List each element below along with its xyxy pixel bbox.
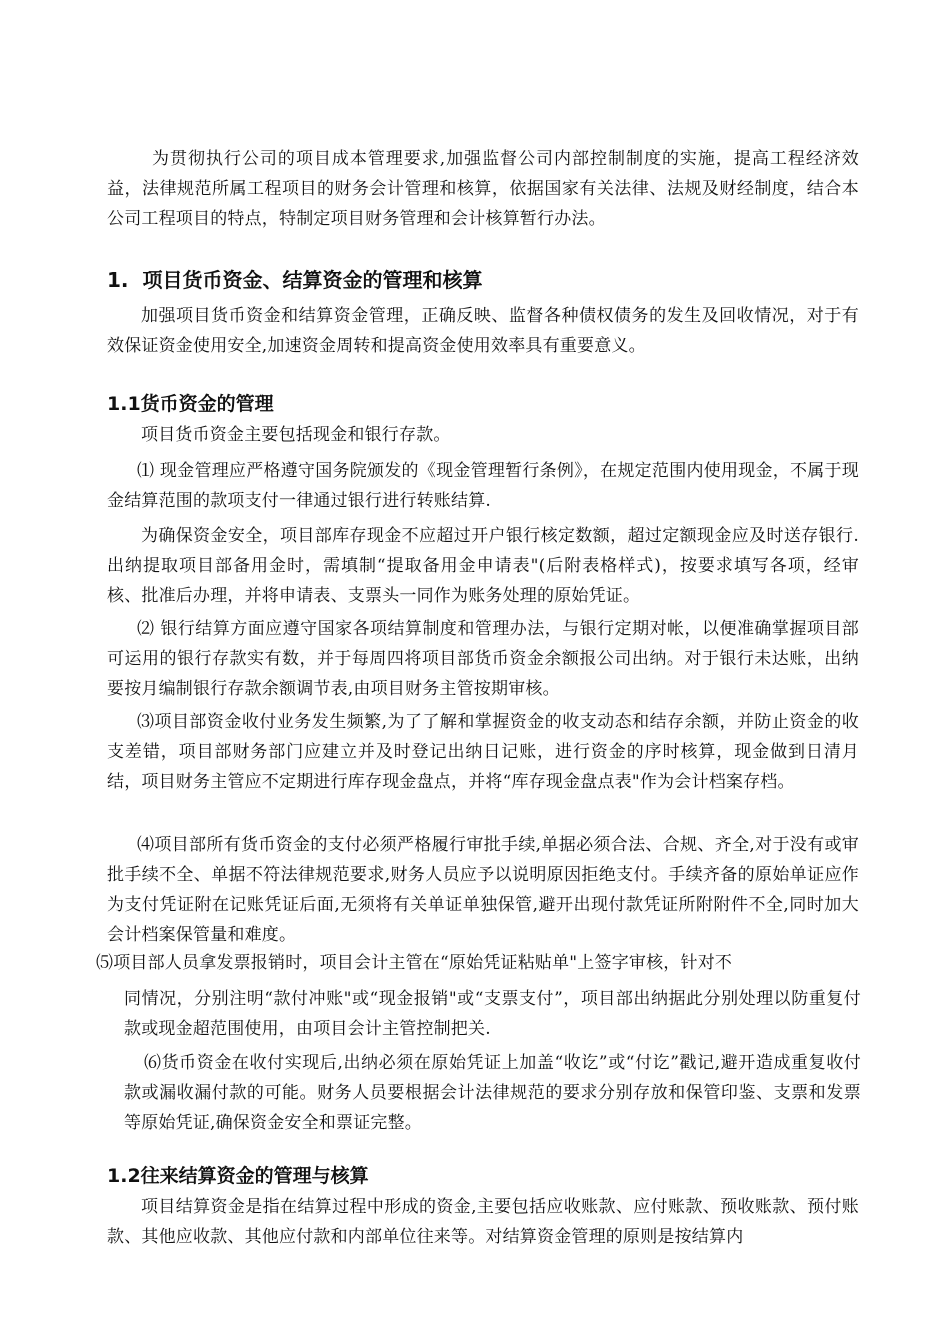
item-5-first-line: ⑸项目部人员拿发票报销时，项目会计主管在“原始凭证粘贴单"上签字审核，针对不 xyxy=(96,953,733,973)
item-6-paragraph: ⑹货币资金在收付实现后,出纳必须在原始凭证上加盖“收讫”或“付讫”戳记,避开造成重复收付款或漏收漏付款的可能。财务人员要根据会计法律规范的要求分别存放和保管印鉴、支票和发票等原始凭证,确保资金安全和票证完整。 xyxy=(124,1053,861,1133)
item-2-paragraph: ⑵ 银行结算方面应遵守国家各项结算制度和管理办法，与银行定期对帐，以便准确掌握项目部可运用的银行存款实有数，并于每周四将项目部货币资金余额报公司出纳。对于银行未达账，出纳要按月编制银行存款余额调节表,由项目财务主管按期审核。 xyxy=(107,619,859,699)
item-1-continued-paragraph: 为确保资金安全，项目部库存现金不应超过开户银行核定数额，超过定额现金应及时送存银行.出纳提取项目部备用金时，需填制“提取备用金申请表"(后附表格样式)，按要求填写各项，经审核、批准后办理，并将申请表、支票头一同作为账务处理的原始凭证。 xyxy=(107,526,859,606)
item-3-paragraph: ⑶项目部资金收付业务发生频繁,为了了解和掌握资金的收支动态和结存余额，并防止资金的收支差错，项目部财务部门应建立并及时登记出纳日记账，进行资金的序时核算，现金做到日清月结，项目财务主管应不定期进行库存现金盘点，并将“库存现金盘点表"作为会计档案存档。 xyxy=(107,712,859,792)
section-1-1-intro: 项目货币资金主要包括现金和银行存款。 xyxy=(141,425,451,445)
item-1-paragraph: ⑴ 现金管理应严格遵守国务院颁发的《现金管理暂行条例》，在规定范围内使用现金，不属于现金结算范围的款项支付一律通过银行进行转账结算. xyxy=(107,461,859,511)
item-5-continued-paragraph: 同情况，分别注明“款付冲账"或“现金报销"或“支票支付”，项目部出纳据此分别处理以防重复付款或现金超范围使用，由项目会计主管控制把关. xyxy=(124,989,861,1039)
section-1-1-heading: 1.1货币资金的管理 xyxy=(107,393,274,415)
item-4-paragraph: ⑷项目部所有货币资金的支付必须严格履行审批手续,单据必须合法、合规、齐全,对于没有或审批手续不全、单据不符法律规范要求,财务人员应予以说明原因拒绝支付。手续齐备的原始单证应作为支付凭证附在记账凭证后面,无须将有关单证单独保管,避开出现付款凭证所附附件不全,同时加大会计档案保管量和难度。 xyxy=(107,835,859,945)
section-1-2-heading: 1.2往来结算资金的管理与核算 xyxy=(107,1165,369,1187)
section-1-2-paragraph: 项目结算资金是指在结算过程中形成的资金,主要包括应收账款、应付账款、预收账款、预付账款、其他应收款、其他应付款和内部单位往来等。对结算资金管理的原则是按结算内 xyxy=(107,1197,859,1247)
section-1-paragraph: 加强项目货币资金和结算资金管理，正确反映、监督各种债权债务的发生及回收情况，对于有效保证资金使用安全,加速资金周转和提高资金使用效率具有重要意义。 xyxy=(107,306,859,356)
section-1-heading: 1. 项目货币资金、结算资金的管理和核算 xyxy=(107,268,483,292)
intro-paragraph: 为贯彻执行公司的项目成本管理要求,加强监督公司内部控制制度的实施，提高工程经济效益，法律规范所属工程项目的财务会计管理和核算，依据国家有关法律、法规及财经制度，结合本公司工程项目的特点，特制定项目财务管理和会计核算暂行办法。 xyxy=(107,149,859,229)
